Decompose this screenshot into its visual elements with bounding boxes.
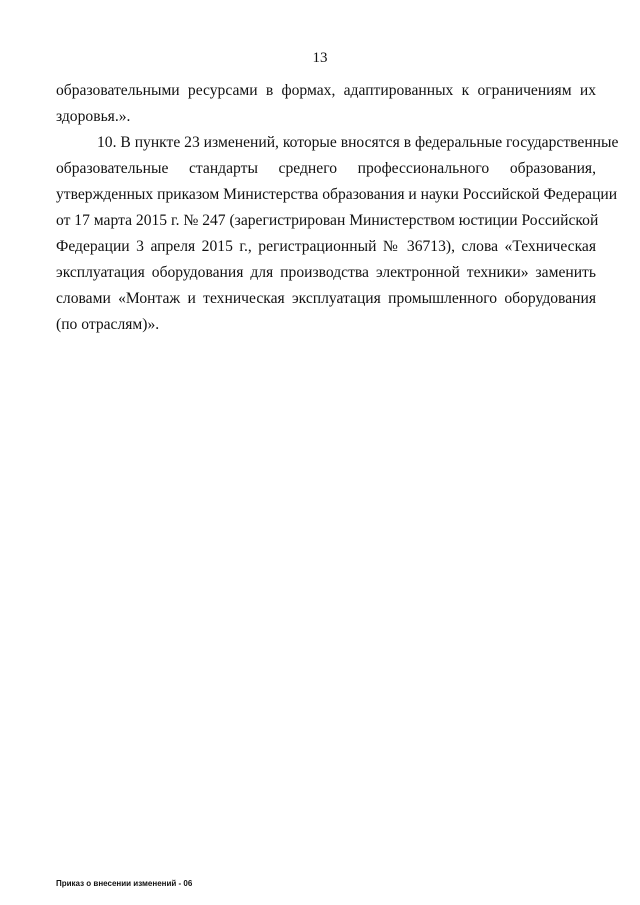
page-number: 13 (312, 50, 328, 66)
paragraph-line: Федерации 3 апреля 2015 г., регистрационный № 36713), слова «Техническая (56, 238, 596, 255)
paragraph-line: от 17 марта 2015 г. № 247 (зарегистрирован Министерством юстиции Российской (56, 212, 599, 229)
paragraph-line: здоровья.». (56, 108, 131, 125)
paragraph-line: утвержденных приказом Министерства образования и науки Российской Федерации (56, 186, 618, 203)
paragraph-line: образовательные стандарты среднего профессионального образования, (56, 160, 596, 177)
document-body (56, 78, 619, 338)
paragraph-line: 10. В пункте 23 изменений, которые вносятся в федеральные государственные (97, 134, 619, 151)
footer-note: Приказ о внесении изменений - 06 (56, 879, 193, 888)
paragraph-line: эксплуатация оборудования для производства электронной техники» заменить (56, 264, 596, 281)
paragraph-line: (по отраслям)». (56, 316, 160, 333)
paragraph-line: образовательными ресурсами в формах, адаптированных к ограничениям их (56, 82, 596, 99)
paragraph-line: словами «Монтаж и техническая эксплуатация промышленного оборудования (56, 290, 596, 307)
